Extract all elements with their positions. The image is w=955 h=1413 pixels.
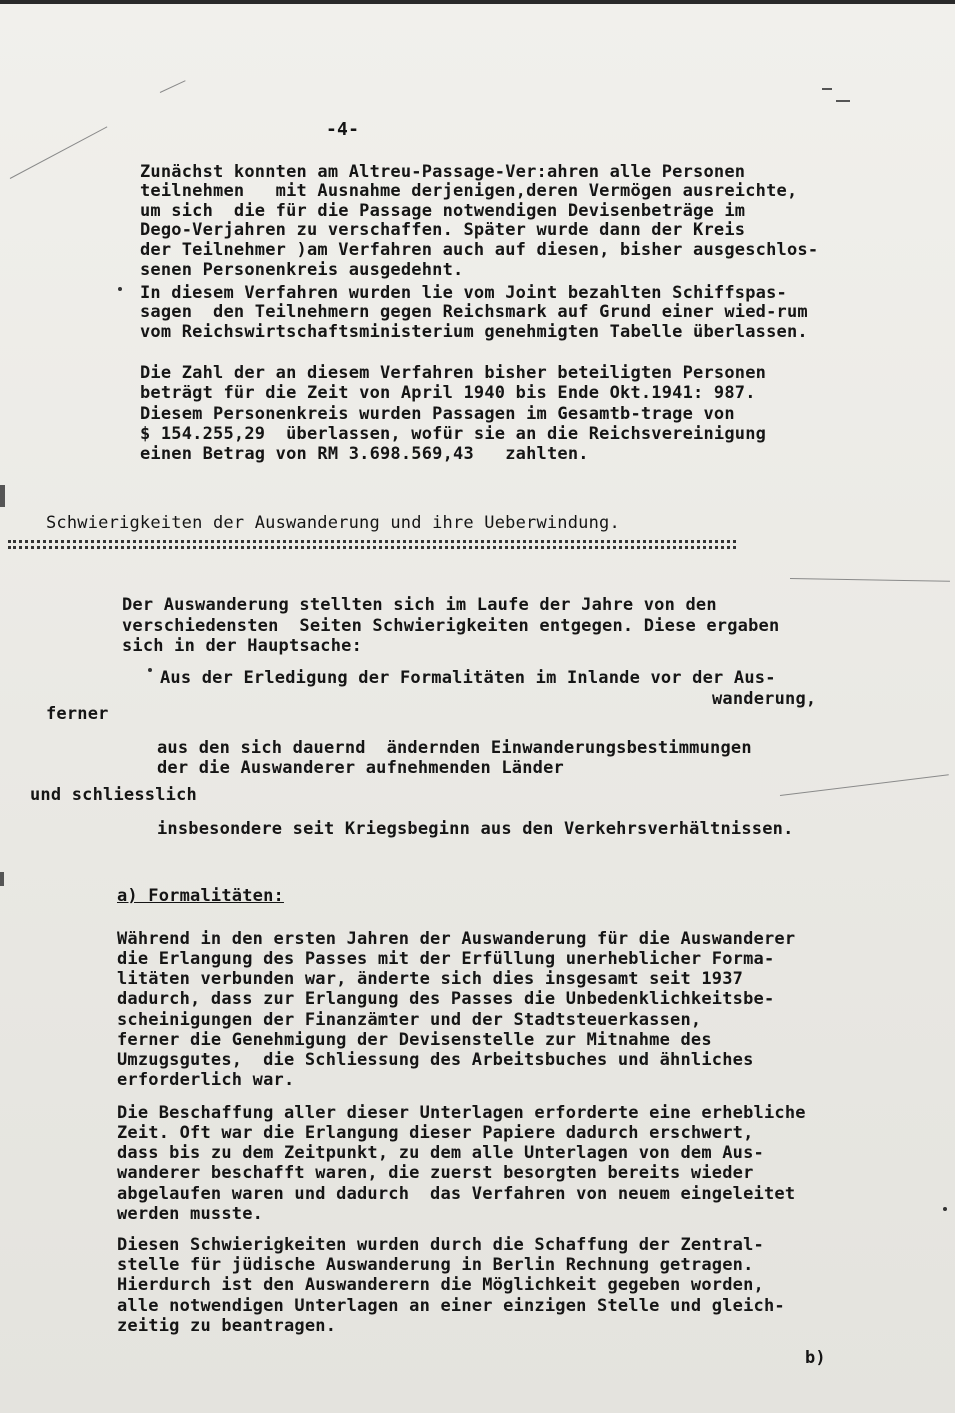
- text-line: alle notwendigen Unterlagen an einer einzigen Stelle und gleich-: [117, 1296, 785, 1316]
- text-line: werden musste.: [117, 1204, 264, 1224]
- list-item-immigration-cont: der die Auswanderer aufnehmenden Länder: [157, 758, 564, 778]
- list-item-transport: insbesondere seit Kriegsbeginn aus den Verkehrsverhältnissen.: [157, 819, 794, 839]
- text-line: sagen den Teilnehmern gegen Reichsmark auf Grund einer wied-rum: [140, 302, 808, 322]
- text-line: Zeit. Oft war die Erlangung dieser Papiere dadurch erschwert,: [117, 1123, 754, 1143]
- text-line: Umzugsgutes, die Schliessung des Arbeitsbuches und ähnliches: [117, 1050, 754, 1070]
- text-line: erforderlich war.: [117, 1070, 295, 1090]
- speck: [148, 668, 152, 672]
- text-line: $ 154.255,29 überlassen, wofür sie an die Reichsvereinigung: [140, 424, 767, 444]
- text-line: sich in der Hauptsache:: [122, 636, 363, 656]
- margin-pencil-mark: [780, 774, 949, 796]
- text-line: beträgt für die Zeit von April 1940 bis Ende Okt.1941: 987.: [140, 383, 756, 403]
- text-line: Die Zahl der an diesem Verfahren bisher beteiligten Personen: [140, 363, 767, 383]
- page-number: -4-: [326, 119, 360, 140]
- text-line: Der Auswanderung stellten sich im Laufe der Jahre von den: [122, 595, 717, 615]
- continuation-marker: b): [805, 1348, 826, 1368]
- speck: [118, 287, 122, 291]
- text-line: scheinigungen der Finanzämter und der Stadtsteuerkassen,: [117, 1010, 702, 1030]
- corner-mark: [836, 100, 850, 102]
- margin-pencil-mark: [160, 80, 186, 93]
- text-line: litäten verbunden war, änderte sich dies insgesamt seit 1937: [117, 969, 744, 989]
- heading-double-underline: [8, 540, 736, 549]
- text-line: Zunächst konnten am Altreu-Passage-Ver:ahren alle Personen: [140, 162, 746, 182]
- text-line: stelle für jüdische Auswanderung in Berlin Rechnung getragen.: [117, 1255, 754, 1275]
- text-line: Diesen Schwierigkeiten wurden durch die Schaffung der Zentral-: [117, 1235, 764, 1255]
- text-line: ferner die Genehmigung der Devisenstelle zur Mitnahme des: [117, 1030, 712, 1050]
- text-line: um sich die für die Passage notwendigen Devisenbeträge im: [140, 201, 746, 221]
- text-line: vom Reichswirtschaftsministerium genehmigten Tabelle überlassen.: [140, 322, 808, 342]
- list-item-formalities: Aus der Erledigung der Formalitäten im Inlande vor der Aus-: [160, 668, 776, 688]
- text-line: abgelaufen waren und dadurch das Verfahren von neuem eingeleitet: [117, 1184, 796, 1204]
- text-line: einen Betrag von RM 3.698.569,43 zahlten.: [140, 444, 589, 464]
- list-item-formalities-cont: wanderung,: [712, 689, 817, 709]
- subsection-label: a) Formalitäten:: [117, 886, 284, 906]
- text-line: zeitig zu beantragen.: [117, 1316, 337, 1336]
- text-line: Dego-Verjahren zu verschaffen. Später wurde dann der Kreis: [140, 220, 746, 240]
- list-connector: und schliesslich: [30, 785, 197, 805]
- text-line: der Teilnehmer )am Verfahren auch auf diesen, bisher ausgeschlos-: [140, 240, 819, 260]
- text-line: die Erlangung des Passes mit der Erfüllung unerheblicher Forma-: [117, 949, 775, 969]
- text-line: dass bis zu dem Zeitpunkt, zu dem alle Unterlagen von dem Aus-: [117, 1143, 764, 1163]
- scan-edge: [0, 0, 955, 4]
- text-line: Die Beschaffung aller dieser Unterlagen erforderte eine erhebliche: [117, 1103, 806, 1123]
- text-line: Diesem Personenkreis wurden Passagen im Gesamtb-trage von: [140, 404, 735, 424]
- speck: [943, 1207, 947, 1211]
- list-item-immigration: aus den sich dauernd ändernden Einwanderungsbestimmungen: [157, 738, 752, 758]
- list-connector: ferner: [46, 704, 109, 724]
- text-line: teilnehmen mit Ausnahme derjenigen,deren Vermögen ausreichte,: [140, 181, 798, 201]
- text-line: Während in den ersten Jahren der Auswanderung für die Auswanderer: [117, 929, 796, 949]
- margin-pencil-mark: [790, 578, 950, 582]
- section-heading: Schwierigkeiten der Auswanderung und ihre Ueberwindung.: [46, 513, 620, 533]
- corner-mark: [822, 88, 832, 90]
- text-line: senen Personenkreis ausgedehnt.: [140, 260, 464, 280]
- margin-pencil-mark: [10, 126, 108, 179]
- text-line: In diesem Verfahren wurden lie vom Joint bezahlten Schiffspas-: [140, 283, 787, 303]
- text-line: dadurch, dass zur Erlangung des Passes die Unbedenklichkeitsbe-: [117, 989, 775, 1009]
- margin-punch-mark: [0, 872, 4, 886]
- text-line: Hierdurch ist den Auswanderern die Möglichkeit gegeben worden,: [117, 1275, 764, 1295]
- text-line: verschiedensten Seiten Schwierigkeiten entgegen. Diese ergaben: [122, 616, 780, 636]
- margin-punch-mark: [0, 485, 5, 507]
- text-line: wanderer beschafft waren, die zuerst besorgten bereits wieder: [117, 1163, 754, 1183]
